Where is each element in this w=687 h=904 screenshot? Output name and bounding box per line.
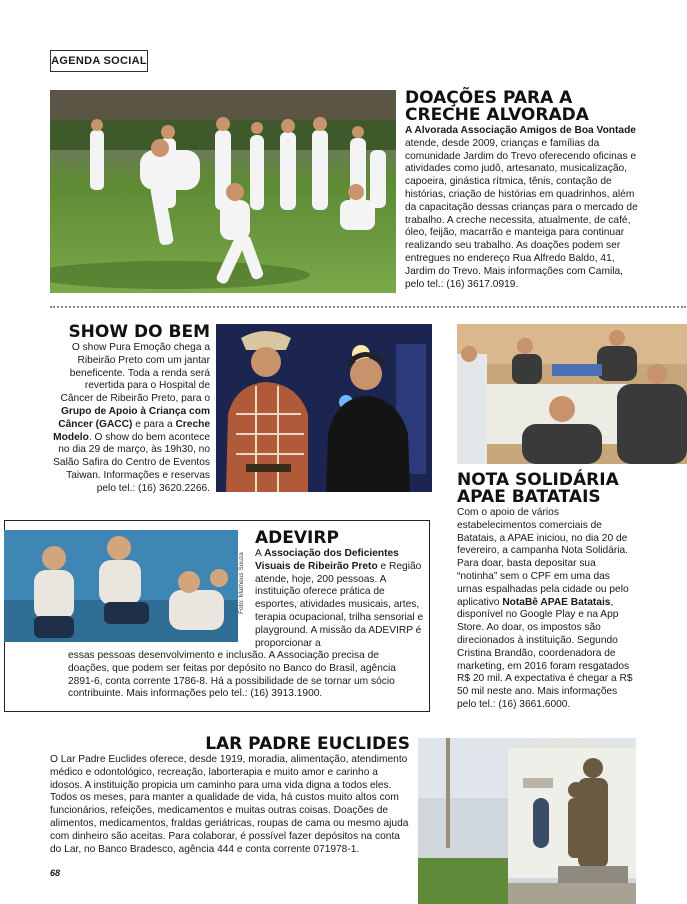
photo-lar-building-statue bbox=[418, 738, 636, 904]
show-bold-gacc: Grupo de Apoio à Criança com Câncer (GACC) bbox=[58, 405, 210, 430]
nota-bold-app: NotaBê APAE Batatais bbox=[502, 596, 611, 608]
article-creche-body bbox=[405, 125, 641, 291]
article-show-do-bem bbox=[50, 324, 210, 496]
headline-creche-line2: CRECHE ALVORADA bbox=[405, 105, 589, 125]
show-text-1: O show Pura Emoção chega a Ribeirão Preto com um jantar beneficente. Toda a renda será revertida para o Hospital de Câncer de Ribeirão Preto, para o bbox=[60, 342, 210, 405]
section-tag: AGENDA SOCIAL bbox=[50, 50, 148, 72]
page-number: 68 bbox=[50, 868, 61, 878]
headline-creche-line1: DOAÇÕES PARA A bbox=[405, 88, 573, 108]
article-adevirp-body bbox=[255, 548, 425, 650]
adevirp-bold-name: Associação dos Deficientes Visuais de Ribeirão Preto bbox=[255, 548, 399, 572]
photo-apae-classroom bbox=[457, 324, 687, 464]
photo-credit: Foto: Matheus Souza bbox=[238, 552, 245, 614]
article-show-body bbox=[50, 342, 210, 496]
article-creche-text: atende, desde 2009, crianças e famílias da comunidade Jardim do Trevo oferecendo oficinas e atividades como judô, artesanato, musicalização, capoeira, ginástica rítmica, tênis, contação de histórias, criação de histórias em quadrinhos, além da capacitação dessas crianças para o mercado de trabalho. A creche necessita, atualmente, de café, óleo, feijão, macarrão e manteiga para continuar realizando seu trabalho. As doações podem ser entregues no endereço Rua Alfredo Baldo, 41, Jardim do Trevo. Mais informações com Camila, pelo tel.: (16) 3617.0919. bbox=[405, 137, 638, 290]
photo-singers-stage bbox=[216, 324, 432, 492]
show-text-2: e para a bbox=[132, 418, 176, 430]
article-adevirp-cont bbox=[68, 650, 423, 701]
article-lar-padre-euclides bbox=[50, 736, 410, 856]
headline-show-do-bem: SHOW DO BEM bbox=[68, 322, 210, 342]
nota-text-2: , disponível no Google Play e na App Store. Ao doar, os impostos são direcionados à instituição. Segundo Cristina Brandão, coordenadora de marketing, em 2016 foram resgatados R$ 20 mil. A expectativa é chegar a R$ 50 mil neste ano. Mais informações pelo tel.: (16) 3661.6000. bbox=[457, 596, 633, 710]
headline-lar-padre: LAR PADRE EUCLIDES bbox=[205, 734, 410, 754]
article-nota-body bbox=[457, 507, 637, 712]
article-adevirp bbox=[255, 530, 425, 650]
dotted-divider bbox=[50, 306, 686, 308]
photo-adevirp-children bbox=[4, 530, 238, 642]
photo-capoeira-children bbox=[50, 90, 396, 293]
headline-adevirp: ADEVIRP bbox=[255, 528, 339, 548]
adevirp-text-2: e Região atende, hoje, 200 pessoas. A instituição oferece prática de esportes, atividades musicais, artes, terapia ocupacional, trilha sensorial e playground. A missão da ADEVIRP é proporcionar a bbox=[255, 560, 424, 649]
nota-text-1: Com o apoio de vários estabelecimentos comerciais de Batatais, a APAE iniciou, no dia 20 de fevereiro, a campanha Nota Solidária. Para doar, basta depositar sua “notinha” sem o CPF em uma das urnas espalhadas pela cidade ou pelo aplicativo bbox=[457, 507, 629, 608]
lead-organization-name: A Alvorada Associação Amigos de Boa Vontade bbox=[405, 125, 636, 136]
adevirp-text-3: essas pessoas desenvolvimento e inclusão. A Associação precisa de doações, que podem ser feitas por depósito no Banco do Brasil, agência 2891-6, conta corrente 1786-8. Há a possibilidade de se tornar um sócio contribuinte. Mais informações pelo tel.: (16) 3913.1900. bbox=[68, 650, 396, 700]
article-lar-body: O Lar Padre Euclides oferece, desde 1919, moradia, alimentação, atendimento médico e odontológico, recreação, laborterapia e muito amor e carinho a idosos. A instituição propicia um caminho para uma vida digna a todos eles. Todos os meses, para manter a qualidade de vida, há custos muito altos com funcionários, refeições, medicamentos e muitas outras coisas. Doações de alimentos, medicamentos, fraldas geriátricas, roupas de cama ou mesmo ajuda com dinheiro são aceitas. Para colaborar, é possível fazer depósitos na conta do Lar, no Banco Bradesco, agência 444 e conta corrente 071978-1. bbox=[50, 754, 409, 855]
headline-nota-line2: APAE BATATAIS bbox=[457, 487, 601, 507]
article-nota-solidaria bbox=[457, 472, 637, 712]
show-text-3: . O show do bem acontece no dia 29 de março, às 19h30, no Salão Safira do Centro de Eventos Taiwan. Informações e reservas pelo tel.: (16) 3620.2266. bbox=[53, 431, 210, 494]
headline-nota-line1: NOTA SOLIDÁRIA bbox=[457, 470, 619, 490]
adevirp-text-1: A bbox=[255, 548, 265, 559]
show-bold-creche: Creche Modelo bbox=[53, 418, 210, 443]
article-creche-alvorada bbox=[405, 90, 641, 291]
